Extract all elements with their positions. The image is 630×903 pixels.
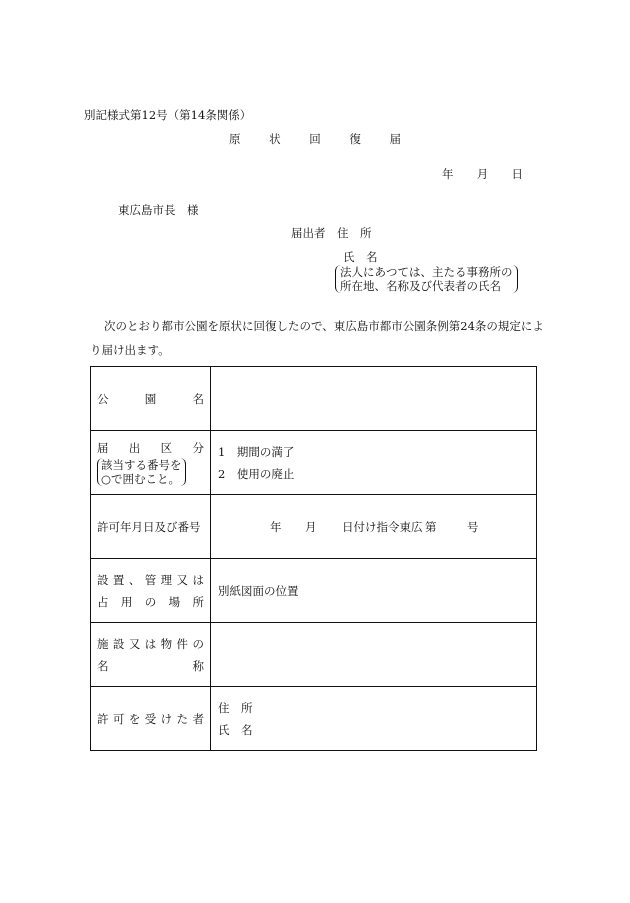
label-char: 所 (192, 594, 204, 609)
title-char: 復 (349, 132, 361, 146)
label-char: の (144, 594, 157, 609)
permit-month: 月 (305, 519, 317, 534)
permit-number-suffix: 号 (467, 519, 479, 534)
label-char: 、 (128, 572, 141, 587)
category-option-expiry[interactable]: 1 期間の満了 (218, 444, 295, 459)
label-char: 理 (160, 572, 173, 587)
label-char: 受 (144, 711, 157, 726)
form-reference: 別記様式第12号（第14条関係） (84, 108, 252, 122)
row-permit-date (91, 495, 537, 559)
label-char: は (144, 636, 157, 651)
title-char: 原 (229, 132, 241, 146)
date-year: 年 (442, 167, 454, 181)
category-value (211, 431, 537, 495)
document-title (229, 131, 401, 147)
label-char: 届 (97, 440, 109, 455)
label-char: 設 (97, 572, 109, 587)
permit-number-prefix: 第 (425, 519, 437, 534)
corporation-note-line2: 所在地、名称及び代表者の氏名 (340, 279, 501, 293)
category-note-line2: ○で囲むこと。 (101, 471, 181, 486)
label-char: の (192, 636, 204, 651)
category-option-abolition[interactable]: 2 使用の廃止 (218, 466, 295, 481)
title-char: 届 (389, 132, 401, 146)
addressee: 東広島市長 様 (118, 203, 199, 217)
title-char: 回 (309, 132, 321, 146)
permittee-name[interactable]: 氏 名 (218, 722, 253, 737)
facility-value[interactable] (211, 623, 537, 687)
applicant-name-label: 氏 名 (343, 250, 378, 264)
label-char: 又 (176, 572, 189, 587)
label-char: 又 (128, 636, 141, 651)
permit-date-label (91, 495, 211, 559)
park-name-value[interactable] (211, 367, 537, 431)
corporation-note-line1: 法人にあつては、主たる事務所の (340, 265, 513, 279)
location-value[interactable]: 別紙図面の位置 (211, 559, 537, 623)
row-location (91, 559, 537, 623)
permit-date-label-text: 許可年月日及び番号 (97, 519, 201, 534)
label-char: 用 (120, 594, 133, 609)
body-text-line2: り届け出ます。 (90, 343, 170, 357)
row-permittee (91, 687, 537, 751)
date-day: 日 (511, 167, 523, 181)
date-line (442, 166, 523, 182)
permit-directive: 日付け指令東広 (342, 519, 423, 534)
permit-year: 年 (270, 519, 282, 534)
date-month: 月 (476, 167, 489, 181)
category-note-line1: 該当する番号を (101, 457, 182, 472)
permittee-value (211, 687, 537, 751)
notification-table (90, 366, 537, 751)
label-char: を (128, 711, 141, 726)
label-char: け (160, 711, 173, 726)
location-label (91, 559, 211, 623)
label-char: 園 (144, 391, 157, 406)
label-char: 管 (144, 572, 157, 587)
label-char: 公 (97, 391, 109, 406)
body-text-line1: 次のとおり都市公園を原状に回復したので、東広島市都市公園条例第24条の規定によ (104, 319, 544, 333)
label-char: 可 (112, 711, 125, 726)
label-char: 称 (192, 658, 204, 673)
label-char: 件 (176, 636, 189, 651)
label-char: 名 (192, 391, 204, 406)
label-char: 許 (97, 711, 109, 726)
label-char: 分 (192, 440, 204, 455)
permit-date-value[interactable] (211, 495, 537, 559)
label-char: 物 (160, 636, 173, 651)
permittee-address[interactable]: 住 所 (218, 700, 253, 715)
label-char: は (192, 572, 204, 587)
label-char: 区 (160, 440, 173, 455)
label-char: 出 (128, 440, 141, 455)
row-facility (91, 623, 537, 687)
label-char: 置 (112, 572, 125, 587)
row-category (91, 431, 537, 495)
facility-label (91, 623, 211, 687)
label-char: 者 (192, 711, 204, 726)
title-char: 状 (269, 132, 281, 146)
label-char: 占 (97, 594, 109, 609)
label-char: 名 (97, 658, 109, 673)
category-note (97, 458, 186, 486)
category-label (91, 431, 211, 495)
label-char: 場 (168, 594, 181, 609)
park-name-label (91, 367, 211, 431)
permittee-label (91, 687, 211, 751)
corporation-note (335, 265, 518, 293)
label-char: た (176, 711, 189, 726)
applicant-address-label: 届出者 住 所 (291, 226, 372, 240)
label-char: 設 (112, 636, 125, 651)
label-char: 施 (97, 636, 109, 651)
row-park-name (91, 367, 537, 431)
